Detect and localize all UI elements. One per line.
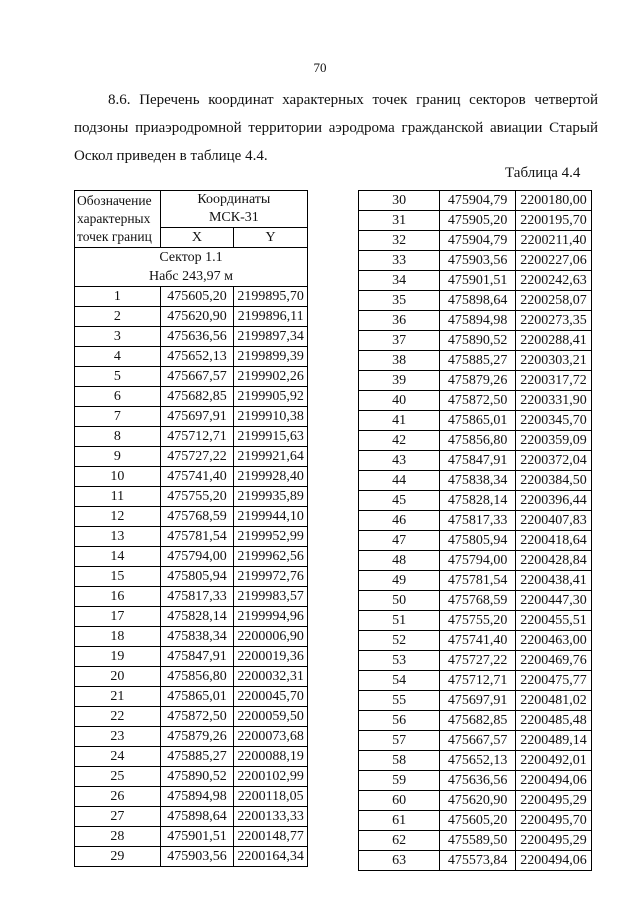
table-row <box>359 851 592 871</box>
table-row <box>75 467 308 487</box>
coord-y: 2200359,09 <box>516 431 592 451</box>
paragraph <box>74 86 598 170</box>
coord-y: 2199899,39 <box>234 347 308 367</box>
coord-y: 2200495,29 <box>516 791 592 811</box>
table-row <box>75 787 308 807</box>
paragraph-line-1 <box>74 86 598 114</box>
table-row <box>359 671 592 691</box>
paragraph-line-2: подзоны приаэродромной территории аэродрома гражданской авиации Старый <box>74 120 598 136</box>
coord-y: 2200102,99 <box>234 767 308 787</box>
point-number: 26 <box>75 787 161 807</box>
coordinates-table-right <box>358 190 592 871</box>
point-number: 60 <box>359 791 440 811</box>
table-row <box>359 251 592 271</box>
point-number: 50 <box>359 591 440 611</box>
table-row <box>359 191 592 211</box>
coord-y: 2200438,41 <box>516 571 592 591</box>
coord-x: 475872,50 <box>440 391 516 411</box>
table-row <box>359 791 592 811</box>
point-number: 54 <box>359 671 440 691</box>
coord-y: 2200258,07 <box>516 291 592 311</box>
table-row <box>359 351 592 371</box>
coord-y: 2200195,70 <box>516 211 592 231</box>
table-row <box>359 471 592 491</box>
column-x-header: X <box>160 228 234 248</box>
coord-x: 475879,26 <box>440 371 516 391</box>
coord-y: 2200288,41 <box>516 331 592 351</box>
coord-x: 475712,71 <box>160 427 234 447</box>
point-number: 5 <box>75 367 161 387</box>
table-label: Таблица 4.4 <box>505 165 581 181</box>
point-number: 10 <box>75 467 161 487</box>
coord-y: 2200180,00 <box>516 191 592 211</box>
table-row <box>359 391 592 411</box>
coord-x: 475805,94 <box>160 567 234 587</box>
point-number: 61 <box>359 811 440 831</box>
coord-x: 475847,91 <box>160 647 234 667</box>
coord-y: 2200495,70 <box>516 811 592 831</box>
coord-y: 2200447,30 <box>516 591 592 611</box>
table-row <box>75 607 308 627</box>
coord-y: 2199928,40 <box>234 467 308 487</box>
coord-x: 475885,27 <box>440 351 516 371</box>
table-row <box>75 447 308 467</box>
coordinates-table-left <box>74 190 308 867</box>
coord-y: 2200495,29 <box>516 831 592 851</box>
coord-y: 2200073,68 <box>234 727 308 747</box>
point-number: 57 <box>359 731 440 751</box>
point-number: 48 <box>359 551 440 571</box>
coord-y: 2199895,70 <box>234 287 308 307</box>
coord-y: 2200475,77 <box>516 671 592 691</box>
table-row <box>359 751 592 771</box>
table-row <box>75 327 308 347</box>
coord-x: 475856,80 <box>160 667 234 687</box>
coord-x: 475890,52 <box>160 767 234 787</box>
point-number: 4 <box>75 347 161 367</box>
point-number: 37 <box>359 331 440 351</box>
page-number: 70 <box>313 60 327 75</box>
table-row <box>359 551 592 571</box>
point-number: 1 <box>75 287 161 307</box>
point-number: 22 <box>75 707 161 727</box>
point-number: 16 <box>75 587 161 607</box>
point-number: 45 <box>359 491 440 511</box>
coord-y: 2200396,44 <box>516 491 592 511</box>
point-number: 20 <box>75 667 161 687</box>
coord-y: 2199972,76 <box>234 567 308 587</box>
coord-x: 475817,33 <box>160 587 234 607</box>
table-row <box>359 291 592 311</box>
point-number: 46 <box>359 511 440 531</box>
coord-y: 2200463,00 <box>516 631 592 651</box>
point-number: 34 <box>359 271 440 291</box>
table-row <box>359 831 592 851</box>
coord-x: 475697,91 <box>440 691 516 711</box>
point-number: 44 <box>359 471 440 491</box>
table-row <box>359 811 592 831</box>
coord-y: 2200148,77 <box>234 827 308 847</box>
coord-x: 475903,56 <box>160 847 234 867</box>
coord-x: 475741,40 <box>440 631 516 651</box>
point-number: 53 <box>359 651 440 671</box>
coord-y: 2200164,34 <box>234 847 308 867</box>
coord-x: 475712,71 <box>440 671 516 691</box>
coord-y: 2200485,48 <box>516 711 592 731</box>
coord-x: 475905,20 <box>440 211 516 231</box>
coord-x: 475817,33 <box>440 511 516 531</box>
point-number: 41 <box>359 411 440 431</box>
table-row <box>75 827 308 847</box>
point-number: 40 <box>359 391 440 411</box>
coord-y: 2200492,01 <box>516 751 592 771</box>
point-number: 7 <box>75 407 161 427</box>
point-number: 43 <box>359 451 440 471</box>
table-row <box>75 567 308 587</box>
coord-y: 2199962,56 <box>234 547 308 567</box>
coord-y: 2200494,06 <box>516 851 592 871</box>
coord-y: 2199910,38 <box>234 407 308 427</box>
coord-y: 2200407,83 <box>516 511 592 531</box>
coord-y: 2200345,70 <box>516 411 592 431</box>
point-number: 38 <box>359 351 440 371</box>
table-row <box>75 767 308 787</box>
table-row <box>359 371 592 391</box>
table-row <box>359 271 592 291</box>
coord-y: 2200418,64 <box>516 531 592 551</box>
coord-y: 2200273,35 <box>516 311 592 331</box>
coord-x: 475652,13 <box>160 347 234 367</box>
coord-y: 2199994,96 <box>234 607 308 627</box>
coord-y: 2200455,51 <box>516 611 592 631</box>
coord-y: 2200317,72 <box>516 371 592 391</box>
point-number: 52 <box>359 631 440 651</box>
table-row <box>75 367 308 387</box>
coord-y: 2200059,50 <box>234 707 308 727</box>
table-row <box>75 747 308 767</box>
coord-x: 475636,56 <box>440 771 516 791</box>
coord-x: 475652,13 <box>440 751 516 771</box>
table-row <box>359 571 592 591</box>
paragraph-line-3: Оскол приведен в таблице 4.4. <box>74 148 268 164</box>
table-row <box>359 711 592 731</box>
designation-header: Обозначение характерных точек границ <box>75 191 161 248</box>
paragraph-text-1: Перечень координат характерных точек границ секторов четвертой <box>139 92 598 108</box>
coord-x: 475727,22 <box>160 447 234 467</box>
column-y-header: Y <box>234 228 308 248</box>
table-row <box>75 807 308 827</box>
coord-x: 475589,50 <box>440 831 516 851</box>
coord-y: 2200088,19 <box>234 747 308 767</box>
point-number: 17 <box>75 607 161 627</box>
coord-x: 475838,34 <box>440 471 516 491</box>
coordinates-header: Координаты МСК-31 <box>160 191 307 228</box>
table-row <box>359 311 592 331</box>
coord-y: 2199921,64 <box>234 447 308 467</box>
table-row <box>75 487 308 507</box>
point-number: 21 <box>75 687 161 707</box>
table-row <box>75 527 308 547</box>
coord-x: 475794,00 <box>440 551 516 571</box>
coord-x: 475898,64 <box>160 807 234 827</box>
point-number: 39 <box>359 371 440 391</box>
coord-y: 2200227,06 <box>516 251 592 271</box>
coord-y: 2200372,04 <box>516 451 592 471</box>
point-number: 56 <box>359 711 440 731</box>
coord-x: 475781,54 <box>160 527 234 547</box>
point-number: 30 <box>359 191 440 211</box>
coord-x: 475741,40 <box>160 467 234 487</box>
coord-y: 2200118,05 <box>234 787 308 807</box>
coord-x: 475865,01 <box>160 687 234 707</box>
coord-x: 475872,50 <box>160 707 234 727</box>
coord-y: 2200481,02 <box>516 691 592 711</box>
coord-x: 475768,59 <box>440 591 516 611</box>
coord-y: 2200006,90 <box>234 627 308 647</box>
coord-x: 475865,01 <box>440 411 516 431</box>
point-number: 35 <box>359 291 440 311</box>
coord-y: 2200242,63 <box>516 271 592 291</box>
table-row <box>75 587 308 607</box>
coord-x: 475894,98 <box>160 787 234 807</box>
table-row <box>359 331 592 351</box>
coord-x: 475894,98 <box>440 311 516 331</box>
table-row <box>75 627 308 647</box>
table-row <box>75 307 308 327</box>
point-number: 59 <box>359 771 440 791</box>
coord-x: 475901,51 <box>160 827 234 847</box>
coord-y: 2199897,34 <box>234 327 308 347</box>
table-row <box>75 407 308 427</box>
table-row <box>75 287 308 307</box>
point-number: 3 <box>75 327 161 347</box>
coord-x: 475620,90 <box>160 307 234 327</box>
point-number: 63 <box>359 851 440 871</box>
point-number: 49 <box>359 571 440 591</box>
coord-x: 475828,14 <box>160 607 234 627</box>
coord-x: 475903,56 <box>440 251 516 271</box>
coord-y: 2199905,92 <box>234 387 308 407</box>
coord-y: 2199983,57 <box>234 587 308 607</box>
point-number: 14 <box>75 547 161 567</box>
point-number: 25 <box>75 767 161 787</box>
point-number: 42 <box>359 431 440 451</box>
coord-x: 475904,79 <box>440 231 516 251</box>
coord-x: 475768,59 <box>160 507 234 527</box>
sector-header: Сектор 1.1 Набс 243,97 м <box>75 248 308 287</box>
point-number: 28 <box>75 827 161 847</box>
coord-y: 2200019,36 <box>234 647 308 667</box>
coord-x: 475755,20 <box>160 487 234 507</box>
table-row <box>75 847 308 867</box>
coord-x: 475573,84 <box>440 851 516 871</box>
coord-x: 475697,91 <box>160 407 234 427</box>
point-number: 47 <box>359 531 440 551</box>
coord-x: 475781,54 <box>440 571 516 591</box>
coord-x: 475904,79 <box>440 191 516 211</box>
point-number: 11 <box>75 487 161 507</box>
point-number: 32 <box>359 231 440 251</box>
coord-x: 475805,94 <box>440 531 516 551</box>
coord-y: 2200303,21 <box>516 351 592 371</box>
table-row <box>359 411 592 431</box>
table-row <box>75 507 308 527</box>
coord-y: 2199944,10 <box>234 507 308 527</box>
table-row <box>359 231 592 251</box>
point-number: 6 <box>75 387 161 407</box>
table-row <box>359 451 592 471</box>
coord-x: 475682,85 <box>440 711 516 731</box>
coord-x: 475879,26 <box>160 727 234 747</box>
coord-x: 475828,14 <box>440 491 516 511</box>
point-number: 27 <box>75 807 161 827</box>
point-number: 9 <box>75 447 161 467</box>
point-number: 36 <box>359 311 440 331</box>
table-row <box>359 431 592 451</box>
table-row <box>75 707 308 727</box>
table-row <box>75 727 308 747</box>
coord-y: 2200211,40 <box>516 231 592 251</box>
coord-y: 2200428,84 <box>516 551 592 571</box>
coord-x: 475847,91 <box>440 451 516 471</box>
coord-y: 2200331,90 <box>516 391 592 411</box>
table-row <box>359 531 592 551</box>
section-number: 8.6. <box>108 92 131 108</box>
point-number: 58 <box>359 751 440 771</box>
table-row <box>359 591 592 611</box>
coord-x: 475885,27 <box>160 747 234 767</box>
coord-x: 475605,20 <box>440 811 516 831</box>
coord-y: 2199952,99 <box>234 527 308 547</box>
coord-y: 2200469,76 <box>516 651 592 671</box>
point-number: 51 <box>359 611 440 631</box>
point-number: 62 <box>359 831 440 851</box>
point-number: 13 <box>75 527 161 547</box>
coord-y: 2200045,70 <box>234 687 308 707</box>
point-number: 55 <box>359 691 440 711</box>
coord-x: 475794,00 <box>160 547 234 567</box>
coord-x: 475727,22 <box>440 651 516 671</box>
table-row <box>359 651 592 671</box>
table-row <box>359 211 592 231</box>
coord-x: 475898,64 <box>440 291 516 311</box>
coord-x: 475755,20 <box>440 611 516 631</box>
coord-x: 475667,57 <box>440 731 516 751</box>
point-number: 15 <box>75 567 161 587</box>
coord-y: 2200133,33 <box>234 807 308 827</box>
coord-y: 2200494,06 <box>516 771 592 791</box>
point-number: 8 <box>75 427 161 447</box>
coord-x: 475890,52 <box>440 331 516 351</box>
coord-y: 2199935,89 <box>234 487 308 507</box>
table-row <box>359 691 592 711</box>
coord-x: 475901,51 <box>440 271 516 291</box>
table-row <box>75 347 308 367</box>
table-row <box>75 687 308 707</box>
table-row <box>75 387 308 407</box>
point-number: 29 <box>75 847 161 867</box>
table-row <box>359 631 592 651</box>
table-row <box>75 547 308 567</box>
point-number: 19 <box>75 647 161 667</box>
coord-x: 475682,85 <box>160 387 234 407</box>
coord-x: 475605,20 <box>160 287 234 307</box>
coord-y: 2199902,26 <box>234 367 308 387</box>
point-number: 2 <box>75 307 161 327</box>
coord-y: 2200032,31 <box>234 667 308 687</box>
point-number: 24 <box>75 747 161 767</box>
point-number: 12 <box>75 507 161 527</box>
coord-x: 475856,80 <box>440 431 516 451</box>
table-row <box>359 731 592 751</box>
coord-y: 2200384,50 <box>516 471 592 491</box>
table-row <box>359 771 592 791</box>
coord-y: 2200489,14 <box>516 731 592 751</box>
coord-y: 2199896,11 <box>234 307 308 327</box>
coord-x: 475636,56 <box>160 327 234 347</box>
point-number: 31 <box>359 211 440 231</box>
table-row <box>75 647 308 667</box>
coord-y: 2199915,63 <box>234 427 308 447</box>
table-row <box>75 667 308 687</box>
table-row <box>359 491 592 511</box>
point-number: 33 <box>359 251 440 271</box>
coord-x: 475667,57 <box>160 367 234 387</box>
table-row <box>75 427 308 447</box>
coord-x: 475620,90 <box>440 791 516 811</box>
coord-x: 475838,34 <box>160 627 234 647</box>
point-number: 18 <box>75 627 161 647</box>
table-row <box>359 511 592 531</box>
table-row <box>359 611 592 631</box>
point-number: 23 <box>75 727 161 747</box>
